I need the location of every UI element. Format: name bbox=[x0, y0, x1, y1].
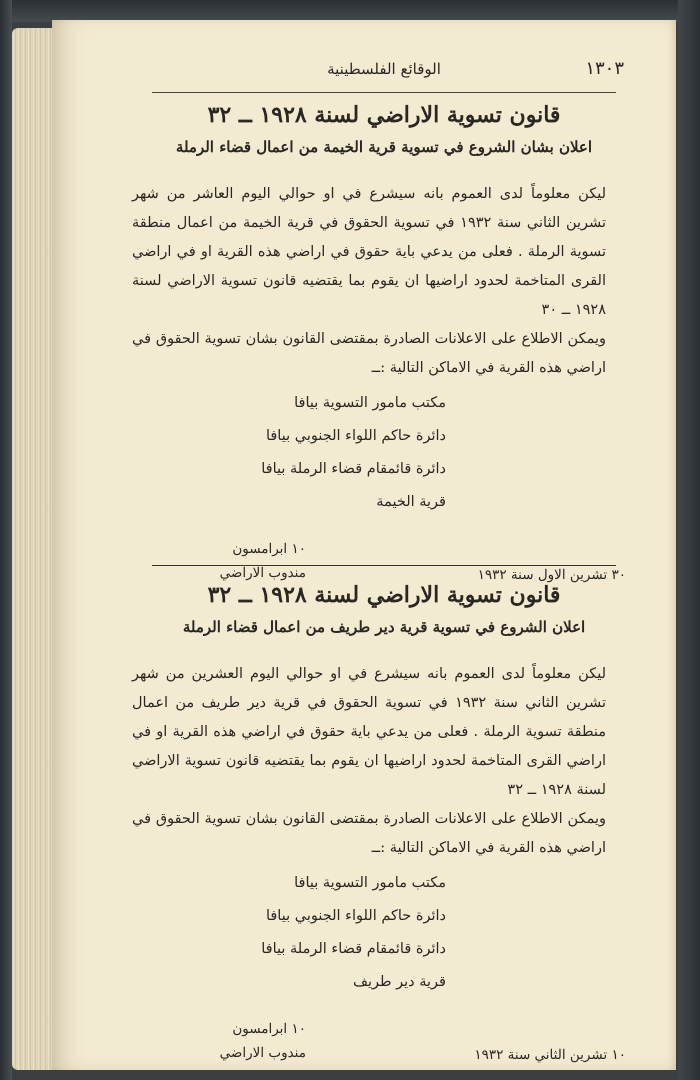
gazette-page bbox=[52, 20, 676, 1070]
list-item: دائرة حاكم اللواء الجنوبي بيافا bbox=[265, 908, 446, 924]
notice-subtitle: اعلان الشروع في تسوية قرية دير طريف من اعمال قضاء الرملة bbox=[182, 618, 586, 636]
signature-block bbox=[132, 1017, 636, 1077]
notice-title: قانون تسوية الاراضي لسنة ١٩٢٨ ــ ٣٢ bbox=[207, 102, 561, 128]
book-cover-right bbox=[678, 0, 700, 1080]
list-item: دائرة قائمقام قضاء الرملة بيافا bbox=[261, 461, 446, 477]
list-item: دائرة حاكم اللواء الجنوبي بيافا bbox=[265, 428, 446, 444]
signer bbox=[220, 1017, 306, 1065]
notice-subtitle: اعلان بشان الشروع في تسوية قرية الخيمة من اعمال قضاء الرملة bbox=[175, 138, 593, 156]
list-item: دائرة قائمقام قضاء الرملة بيافا bbox=[261, 941, 446, 957]
list-item: قرية الخيمة bbox=[376, 494, 446, 510]
signer-title: مندوب الاراضي bbox=[219, 1045, 306, 1061]
places-list bbox=[132, 867, 446, 999]
book-cover-top bbox=[0, 0, 700, 22]
notice-date: ٣٠ تشرين الاول سنة ١٩٣٢ bbox=[477, 567, 626, 583]
notice-paragraph: ويمكن الاطلاع على الاعلانات الصادرة بمقتضى القانون بشان تسوية الحقوق في اراضي هذه القرية في الاماكن التالية :ــ bbox=[132, 331, 606, 376]
signer bbox=[220, 537, 306, 585]
page-number: ١٣٠٣ bbox=[585, 58, 624, 79]
list-item: مكتب مامور التسوية بيافا bbox=[294, 875, 446, 891]
signer-title: مندوب الاراضي bbox=[219, 565, 306, 581]
list-item: مكتب مامور التسوية بيافا bbox=[294, 395, 446, 411]
notice-date: ١٠ تشرين الثاني سنة ١٩٣٢ bbox=[474, 1047, 626, 1063]
notice-separator bbox=[152, 565, 616, 566]
notice-paragraph: ليكن معلوماً لدى العموم بانه سيشرع في او حوالي اليوم العشرين من شهر تشرين الثاني سنة ١٩٣٢ في تسوية الحقوق في قرية دير طريف من اعمال منطقة تسوية الرملة . فعلى من يدعي باية حقوق في اراضي هذه القرية او في اراضي القرى المتاخمة لحدود اراضيها ان يقوم بما يقتضيه قانون تسوية الاراضي لسنة ١٩٢٨ ــ ٣٢ bbox=[132, 666, 606, 798]
notice-deir-tarif bbox=[132, 580, 636, 1077]
places-list bbox=[132, 387, 446, 519]
notice-body bbox=[132, 180, 636, 383]
notice-khayma bbox=[132, 100, 636, 597]
notice-title: قانون تسوية الاراضي لسنة ١٩٢٨ ــ ٣٢ bbox=[207, 582, 561, 608]
book-cover-left bbox=[0, 0, 12, 1080]
page-header bbox=[152, 58, 624, 93]
notice-paragraph: ليكن معلوماً لدى العموم بانه سيشرع في او حوالي اليوم العاشر من شهر تشرين الثاني سنة ١٩٣٢ في تسوية الحقوق في قرية الخيمة من اعمال منطقة تسوية الرملة . فعلى من يدعي باية حقوق في اراضي هذه القرية او في اراضي القرى المتاخمة لحدود اراضيها ان يقوم بما يقتضيه قانون تسوية الاراضي لسنة ١٩٢٨ ــ ٣٠ bbox=[132, 186, 606, 318]
notice-paragraph: ويمكن الاطلاع على الاعلانات الصادرة بمقتضى القانون بشان تسوية الحقوق في اراضي هذه القرية في الاماكن التالية :ــ bbox=[132, 811, 606, 856]
signer-name: ١٠ ابرامسون bbox=[232, 1021, 306, 1037]
notice-body bbox=[132, 660, 636, 863]
list-item: قرية دير طريف bbox=[352, 974, 446, 990]
signer-name: ١٠ ابرامسون bbox=[232, 541, 306, 557]
journal-title: الوقائع الفلسطينية bbox=[327, 60, 441, 78]
